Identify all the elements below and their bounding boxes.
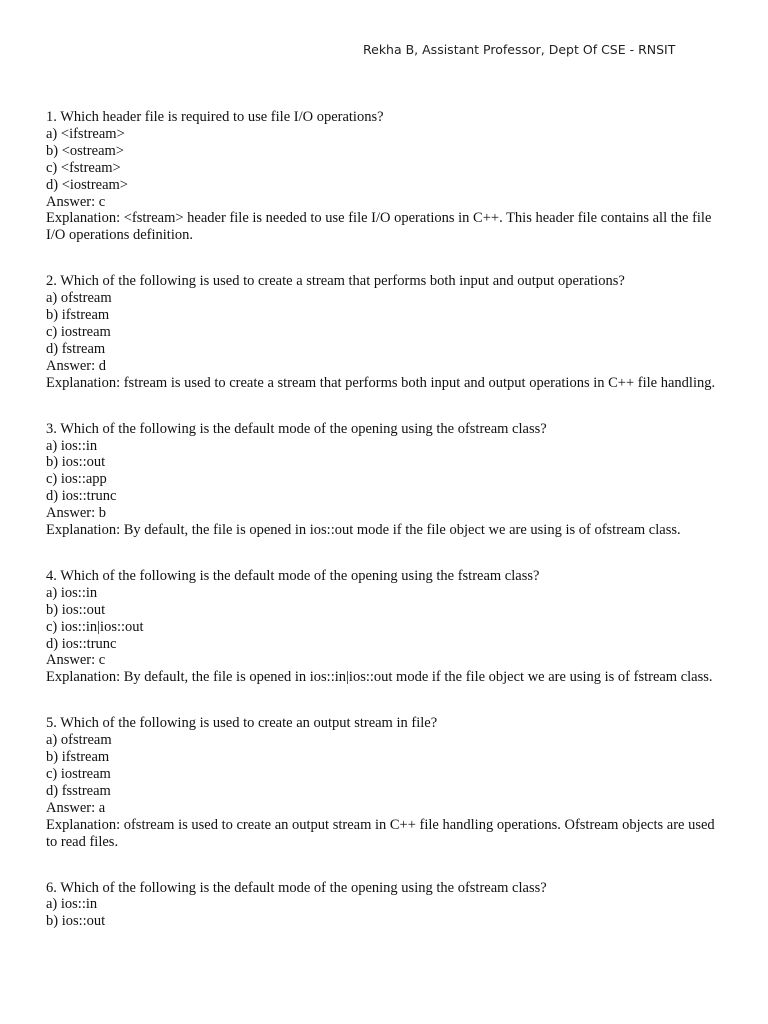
option-a: a) ios::in bbox=[46, 896, 98, 913]
question-text: 1. Which header file is required to use file I/O operations? bbox=[46, 109, 384, 125]
option-a: a) <ifstream> bbox=[46, 125, 125, 142]
answer-text: Answer: d bbox=[46, 357, 107, 374]
option-d: d) ios::trunc bbox=[46, 488, 117, 505]
question-text: 6. Which of the following is the default mode of the opening using the ofstream class? bbox=[46, 879, 547, 896]
option-a: a) ofstream bbox=[46, 732, 112, 749]
explanation-text: Explanation: fstream is used to create a stream that performs both input and output operations in C++ file handling. bbox=[46, 374, 716, 391]
option-a: a) ios::in bbox=[46, 584, 98, 601]
answer-text: Answer: a bbox=[46, 799, 106, 816]
option-c: c) ios::app bbox=[46, 471, 107, 488]
explanation-text: Explanation: By default, the file is opened in ios::out mode if the file object we are using is of ofstream class. bbox=[46, 522, 681, 539]
question-text: 4. Which of the following is the default mode of the opening using the fstream class? bbox=[46, 567, 540, 584]
option-b: b) ifstream bbox=[46, 307, 110, 324]
option-c: c) iostream bbox=[46, 766, 111, 782]
option-d: d) ios::trunc bbox=[46, 635, 117, 652]
option-a: a) ios::in bbox=[46, 437, 98, 454]
question-block-6 bbox=[46, 880, 726, 931]
option-d: d) fsstream bbox=[46, 782, 111, 799]
option-b: b) ios::out bbox=[46, 913, 106, 930]
option-b: b) ifstream bbox=[46, 749, 110, 766]
quiz-content bbox=[46, 109, 726, 959]
option-c: c) iostream bbox=[46, 323, 111, 340]
answer-text: Answer: c bbox=[46, 652, 106, 669]
question-block-3 bbox=[46, 421, 726, 539]
question-block-1 bbox=[46, 109, 726, 244]
option-b: b) ios::out bbox=[46, 454, 106, 471]
option-d: d) fstream bbox=[46, 340, 106, 357]
answer-text: Answer: c bbox=[46, 193, 106, 210]
page-header-author: Rekha B, Assistant Professor, Dept Of CSE - RNSIT bbox=[363, 42, 676, 57]
option-c: c) ios::in|ios::out bbox=[46, 618, 144, 635]
explanation-text: Explanation: By default, the file is opened in ios::in|ios::out mode if the file object we are using is of fstream class. bbox=[46, 669, 713, 686]
question-text: 5. Which of the following is used to create an output stream in file? bbox=[46, 715, 438, 732]
question-block-2 bbox=[46, 273, 726, 391]
option-a: a) ofstream bbox=[46, 290, 112, 307]
question-block-4 bbox=[46, 568, 726, 686]
question-text: 2. Which of the following is used to create a stream that performs both input and output operations? bbox=[46, 273, 625, 290]
explanation-text: Explanation: ofstream is used to create an output stream in C++ file handling operations. Ofstream objects are used to read files. bbox=[46, 816, 719, 850]
option-b: b) <ostream> bbox=[46, 142, 124, 159]
question-text: 3. Which of the following is the default mode of the opening using the ofstream class? bbox=[46, 420, 547, 437]
answer-text: Answer: b bbox=[46, 505, 107, 522]
option-c: c) <fstream> bbox=[46, 159, 121, 176]
explanation-text: Explanation: <fstream> header file is needed to use file I/O operations in C++. This header file contains all the file I/O operations definition. bbox=[46, 210, 716, 244]
option-d: d) <iostream> bbox=[46, 176, 128, 193]
option-b: b) ios::out bbox=[46, 601, 106, 618]
question-block-5 bbox=[46, 715, 726, 850]
